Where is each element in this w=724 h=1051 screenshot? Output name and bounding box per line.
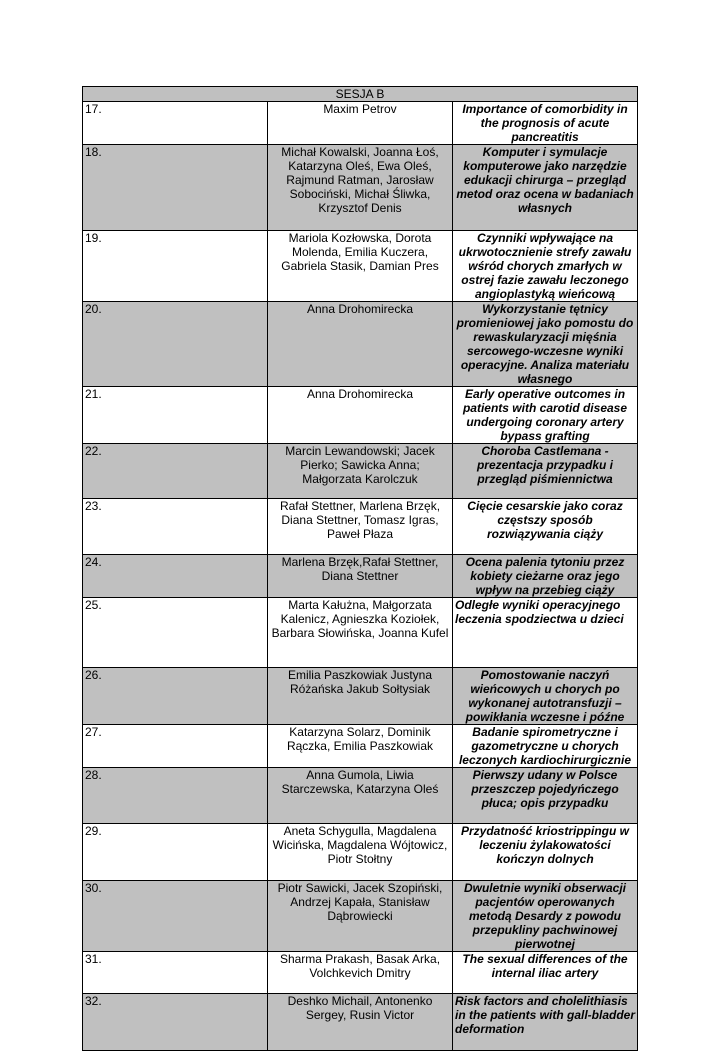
row-number: 22. [83,444,268,499]
row-authors: Sharma Prakash, Basak Arka, Volchkevich Dmitry [268,952,453,994]
row-title: The sexual differences of the internal iliac artery [453,952,638,994]
row-authors: Aneta Schygulla, Magdalena Wicińska, Magdalena Wójtowicz, Piotr Stołtny [268,824,453,881]
row-number: 23. [83,499,268,555]
row-authors: Emilia Paszkowiak Justyna Różańska Jakub Sołtysiak [268,668,453,725]
row-authors: Michał Kowalski, Joanna Łoś, Katarzyna Oleś, Ewa Oleś, Rajmund Ratman, Jarosław Sobociński, Michał Śliwka, Krzysztof Denis [268,145,453,231]
row-number: 30. [83,881,268,952]
row-title: Cięcie cesarskie jako coraz częstszy sposób rozwiązywania ciąży [453,499,638,555]
row-authors: Piotr Sawicki, Jacek Szopiński, Andrzej Kapała, Stanisław Dąbrowiecki [268,881,453,952]
row-number: 28. [83,768,268,824]
row-authors: Marlena Brzęk,Rafał Stettner, Diana Stettner [268,555,453,598]
row-authors: Maxim Petrov [268,102,453,145]
row-authors: Marta Kałużna, Małgorzata Kalenicz, Agnieszka Koziołek, Barbara Słowińska, Joanna Kufel [268,598,453,668]
table-row [83,102,638,145]
row-number: 32. [83,994,268,1051]
session-header-row [83,87,638,102]
row-authors: Katarzyna Solarz, Dominik Rączka, Emilia Paszkowiak [268,725,453,768]
table-row [83,768,638,824]
row-title: Badanie spirometryczne i gazometryczne u chorych leczonych kardiochirurgicznie [453,725,638,768]
row-title: Odległe wyniki operacyjnego leczenia spodziectwa u dzieci [453,598,638,668]
table-row [83,302,638,387]
row-authors: Anna Drohomirecka [268,302,453,387]
row-number: 25. [83,598,268,668]
table-row [83,444,638,499]
row-title: Risk factors and cholelithiasis in the patients with gall-bladder deformation [453,994,638,1051]
table-row [83,725,638,768]
table-row [83,555,638,598]
row-number: 21. [83,387,268,444]
row-title: Importance of comorbidity in the prognosis of acute pancreatitis [453,102,638,145]
row-authors: Anna Gumola, Liwia Starczewska, Katarzyna Oleś [268,768,453,824]
row-number: 17. [83,102,268,145]
row-title: Pomostowanie naczyń wieńcowych u chorych po wykonanej autotransfuzji – powikłania wczesne i późne [453,668,638,725]
table-row [83,824,638,881]
row-title: Przydatność kriostrippingu w leczeniu żylakowatości kończyn dolnych [453,824,638,881]
row-authors: Anna Drohomirecka [268,387,453,444]
table-row [83,881,638,952]
row-title: Dwuletnie wyniki obserwacji pacjentów operowanych metodą Desardy z powodu przepukliny pachwinowej pierwotnej [453,881,638,952]
row-title: Ocena palenia tytoniu przez kobiety cieżarne oraz jego wpływ na przebieg ciąży [453,555,638,598]
table-row [83,387,638,444]
row-number: 18. [83,145,268,231]
row-number: 24. [83,555,268,598]
row-authors: Rafał Stettner, Marlena Brzęk, Diana Stettner, Tomasz Igras, Paweł Płaza [268,499,453,555]
row-title: Early operative outcomes in patients with carotid disease undergoing coronary artery bypass grafting [453,387,638,444]
row-number: 20. [83,302,268,387]
table-row [83,994,638,1051]
session-table [82,86,638,1051]
row-number: 19. [83,231,268,302]
row-number: 26. [83,668,268,725]
row-number: 31. [83,952,268,994]
table-row [83,231,638,302]
table-row [83,499,638,555]
row-title: Czynniki wpływające na ukrwotocznienie strefy zawału wśród chorych zmarłych w ostrej fazie zawału leczonego angioplastyką wieńcową [453,231,638,302]
table-row [83,598,638,668]
row-number: 29. [83,824,268,881]
row-authors: Marcin Lewandowski; Jacek Pierko; Sawicka Anna; Małgorzata Karolczuk [268,444,453,499]
table-row [83,668,638,725]
row-title: Choroba Castlemana - prezentacja przypadku i przegląd piśmiennictwa [453,444,638,499]
row-title: Komputer i symulacje komputerowe jako narzędzie edukacji chirurga – przegląd metod oraz ocena w badaniach własnych [453,145,638,231]
row-authors: Mariola Kozłowska, Dorota Molenda, Emilia Kuczera, Gabriela Stasik, Damian Pres [268,231,453,302]
row-title: Pierwszy udany w Polsce przeszczep pojedyńczego płuca; opis przypadku [453,768,638,824]
row-number: 27. [83,725,268,768]
row-title: Wykorzystanie tętnicy promieniowej jako pomostu do rewaskularyzacji mięśnia sercowego-wczesne wyniki operacyjne. Analiza materiału własnego [453,302,638,387]
session-title: SESJA B [83,87,638,102]
table-row [83,145,638,231]
table-row [83,952,638,994]
row-authors: Deshko Michail, Antonenko Sergey, Rusin Victor [268,994,453,1051]
